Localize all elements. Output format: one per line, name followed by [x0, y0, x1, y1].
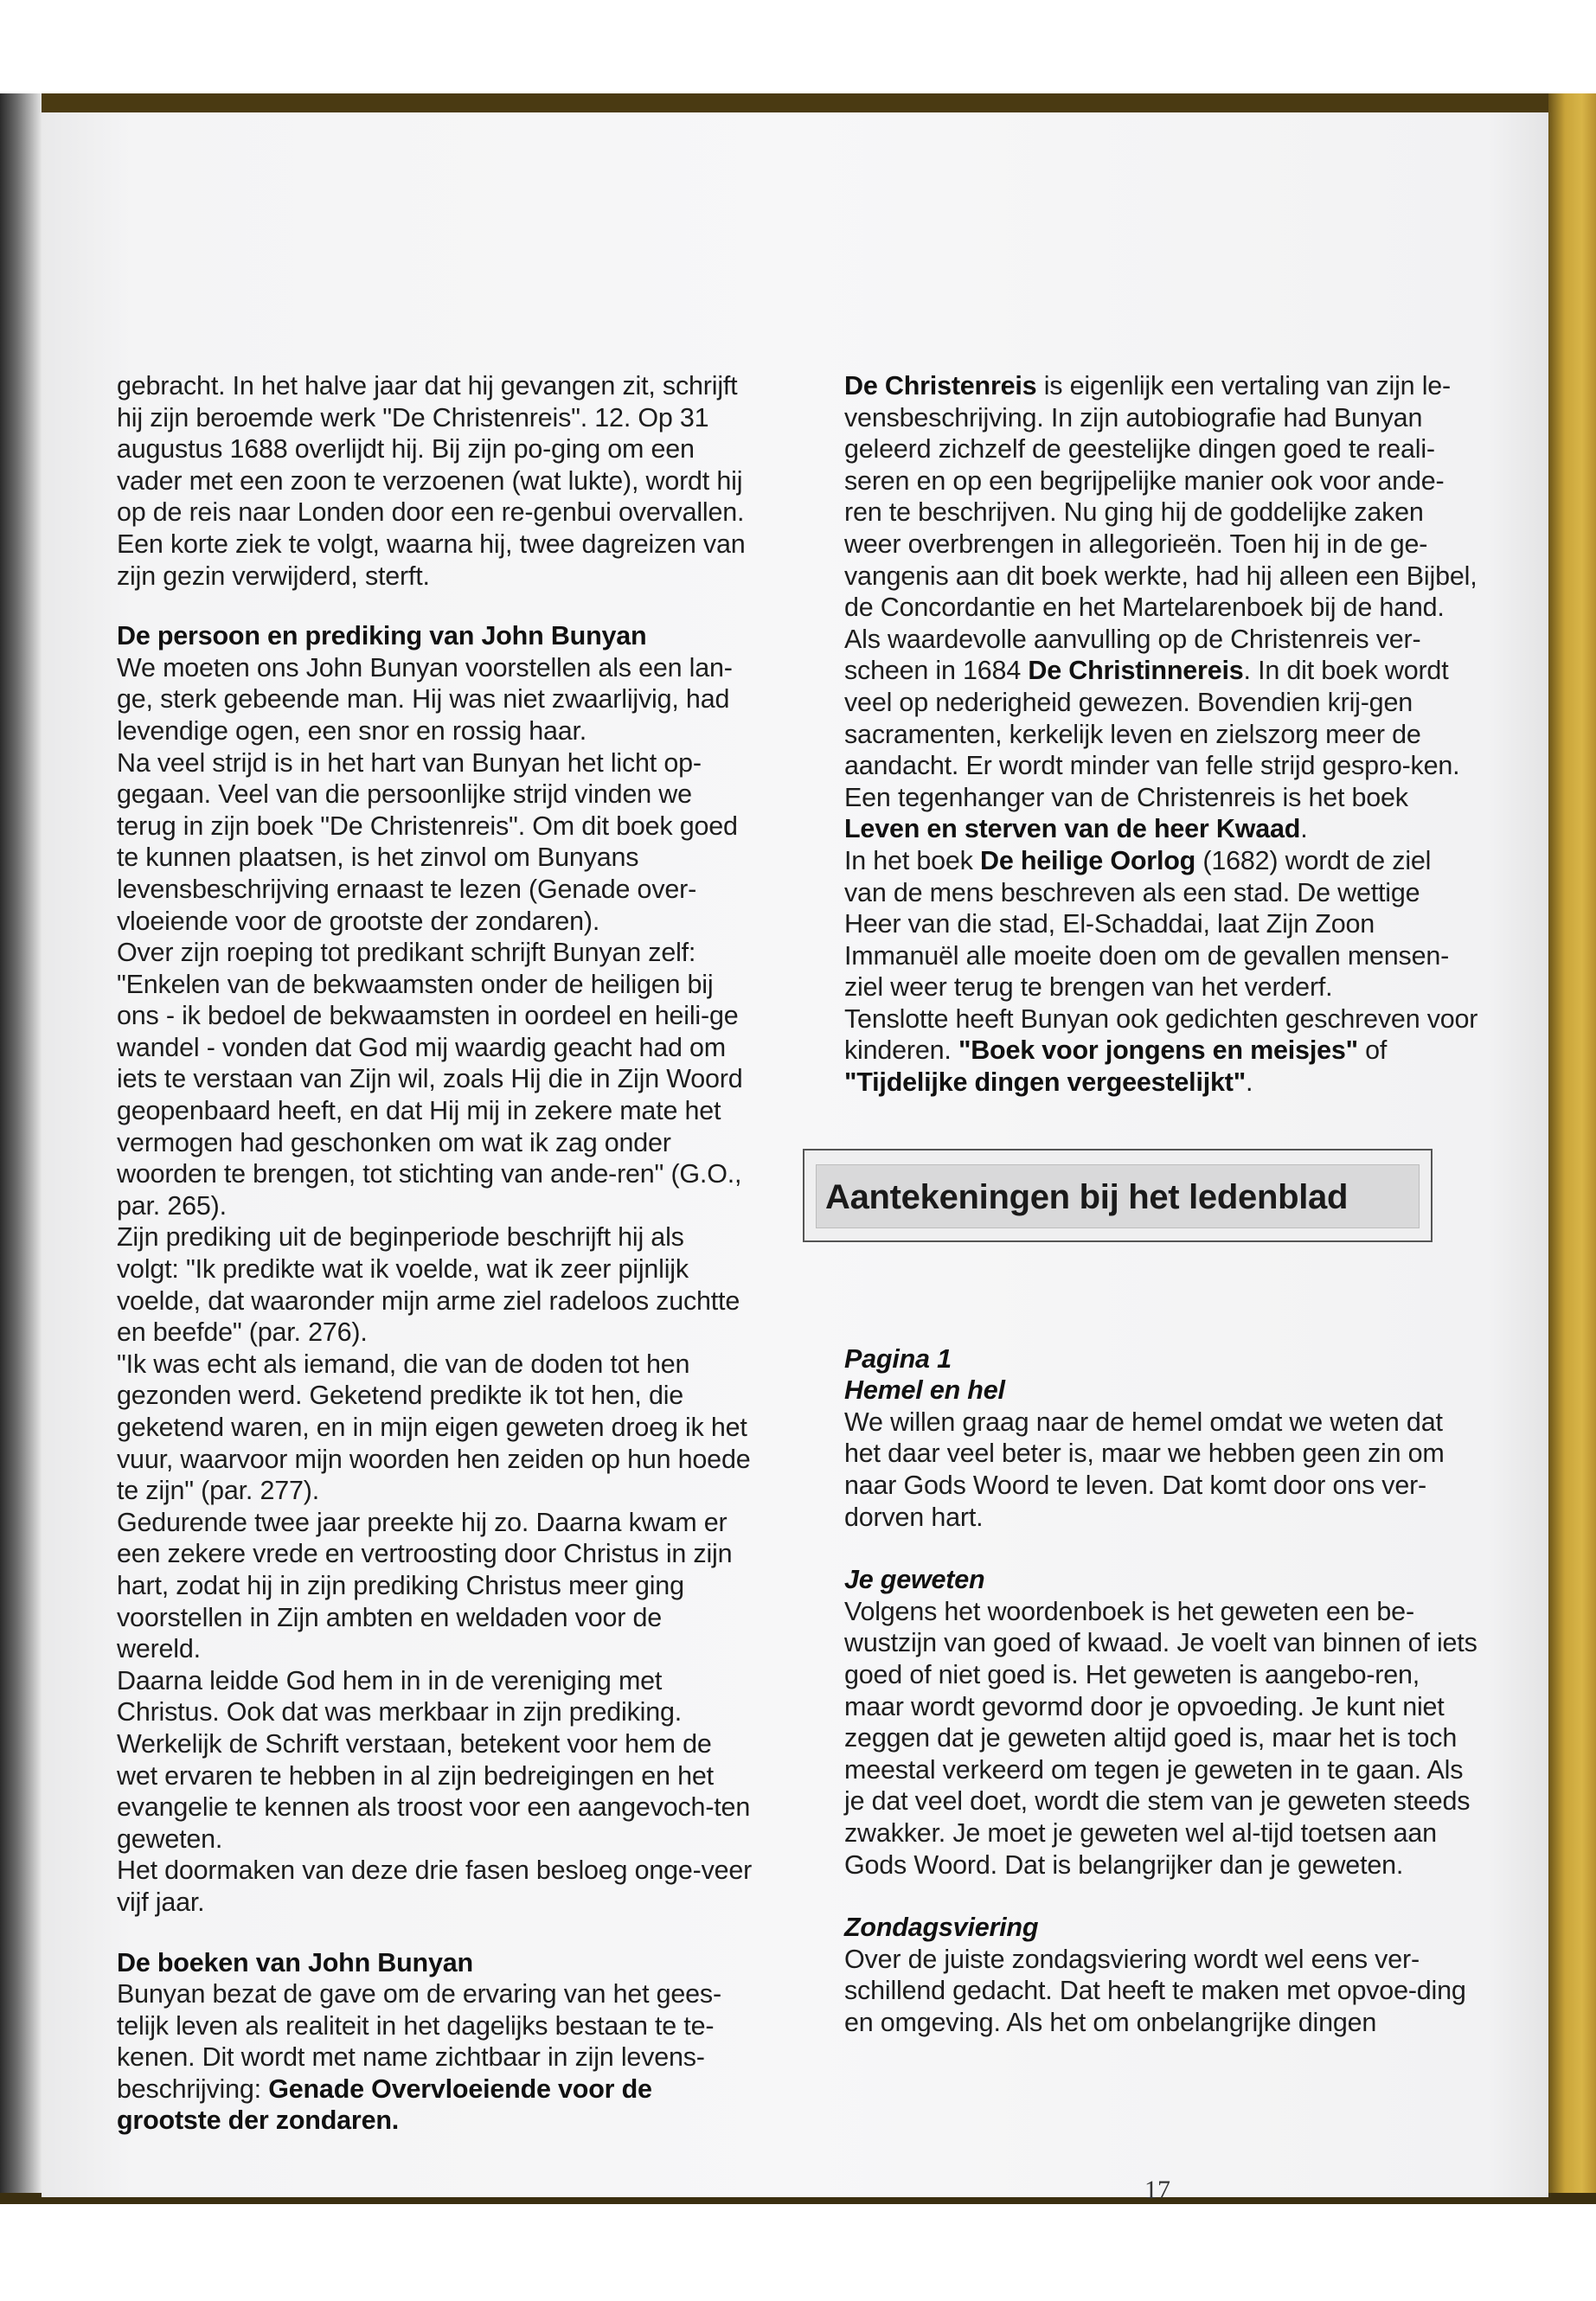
paragraph-text: Een tegenhanger van de Christenreis is het boek	[844, 782, 1408, 812]
paragraph-text: .	[1245, 1067, 1253, 1098]
paragraph: We willen graag naar de hemel omdat we weten dat het daar veel beter is, maar we hebben geen zin om naar Gods Woord te leven. Dat komt door ons ver-dorven hart.	[844, 1407, 1445, 1532]
section-heading-persoon: De persoon en prediking van John Bunyan	[117, 621, 647, 651]
paragraph-text: Als waardevolle aanvulling op de Christenreis ver-scheen in 1684	[844, 624, 1421, 686]
paragraph	[844, 624, 1480, 782]
paragraph: Het doormaken van deze drie fasen besloeg onge-veer vijf jaar.	[117, 1856, 753, 1917]
paragraph: Daarna leidde God hem in in de vereniging met Christus. Ook dat was merkbaar in zijn prediking. Werkelijk de Schrift verstaan, betekent voor hem de wet ervaren te hebben in al zijn bedreigingen en het evangelie te kennen als troost voor een aangevoch-ten geweten.	[117, 1665, 751, 1854]
paragraph: Over zijn roeping tot predikant schrijft Bunyan zelf: "Enkelen van de bekwaamsten onder de heiligen bij ons - ik bedoel de bekwaamsten in oordeel en heili-ge wandel - vonden dat God mij waardig geacht had om iets te verstaan van Zijn wil, zoals Hij die in Zijn Woord geopenbaard heeft, en dat Hij mij in zekere mate het vermogen had geschonken om wat ik zag onder woorden te brengen, tot stichting van ande-ren" (G.O., par. 265).	[117, 938, 743, 1221]
book-title-kwaad: Leven en sterven van de heer Kwaad	[844, 814, 1301, 844]
paragraph-text: .	[1300, 814, 1308, 844]
pagina-label: Pagina 1	[844, 1343, 952, 1374]
paragraph	[844, 782, 1480, 845]
paragraph	[844, 1003, 1480, 1099]
paragraph-text: In het boek	[844, 845, 980, 875]
book-spine-shadow	[0, 93, 42, 2204]
paragraph-text: is eigenlijk een vertaling van zijn le-vensbeschrijving. In zijn autobiografie had Bunyan geleerd zichzelf de geestelijke dingen goed te reali-seren en op een begrijpelijke manier ook voor ande-ren te beschrijven. Nu ging hij de goddelijke zaken weer overbrengen in allegorieën. Toen hij in de ge-vangenis aan dit boek werkte, had hij alleen een Bijbel, de Concordantie en het Martelarenboek bij de hand.	[844, 371, 1477, 623]
subheading-hemel-en-hel: Hemel en hel	[844, 1375, 1005, 1406]
subheading-je-geweten: Je geweten	[844, 1565, 985, 1595]
paragraph-text: of	[1357, 1035, 1388, 1066]
paragraph: Over de juiste zondagsviering wordt wel eens ver-schillend gedacht. Dat heeft te maken met opvoe-ding en omgeving. Als het om onbelangrijke dingen	[844, 1944, 1466, 2037]
book-title-christinnereis: De Christinnereis	[1028, 656, 1244, 686]
paragraph	[844, 845, 1480, 1003]
paragraph: "Ik was echt als iemand, die van de doden tot hen gezonden werd. Geketend predikte ik tot hen, die geketend waren, en in mijn eigen geweten droeg ik het vuur, waarvoor mijn woorden hen zeiden op hun hoede te zijn" (par. 277).	[117, 1349, 751, 1506]
section-heading-boeken: De boeken van John Bunyan	[117, 1947, 473, 1977]
book-title-christenreis: De Christenreis	[844, 371, 1037, 401]
book-title-tijdelijke-dingen: "Tijdelijke dingen vergeestelijkt"	[844, 1067, 1246, 1098]
scan-background-bottom	[0, 2204, 1596, 2301]
paragraph	[117, 1978, 753, 2137]
intro-paragraph: gebracht. In het halve jaar dat hij gevangen zit, schrijft hij zijn beroemde werk "De Christenreis". 12. Op 31 augustus 1688 overlijdt hij. Bij zijn po-ging om een vader met een zoon te verzoenen (wat lukte), wordt hij op de reis naar Londen door een re-genbui overvallen. Een korte ziek te volgt, waarna hij, twee dagreizen van zijn gezin verwijderd, sterft.	[117, 371, 746, 591]
paragraph: Volgens het woordenboek is het geweten een be-wustzijn van goed of kwaad. Je voelt van binnen of iets goed of niet goed is. Het geweten is aangebo-ren, maar wordt gevormd door je opvoeding. Je kunt niet zeggen dat je geweten altijd goed is, maar het is toch meestal verkeerd om tegen je geweten in te gaan. Als je dat veel doet, wordt die stem van je geweten steeds zwakker. Je moet je geweten wel al-tijd toetsen aan Gods Woord. Dat is belangrijker dan je geweten.	[844, 1596, 1477, 1880]
page-number: 17	[1144, 2176, 1170, 2204]
section-banner	[803, 1149, 1433, 1242]
book-title-genade: Genade Overvloeiende voor de grootste der zondaren.	[117, 2073, 652, 2136]
paragraph-text: Tenslotte heeft Bunyan ook gedichten geschreven voor kinderen.	[844, 1003, 1478, 1066]
book-title-jongens-meisjes: "Boek voor jongens en meisjes"	[958, 1035, 1358, 1066]
paragraph: We moeten ons John Bunyan voorstellen als een lan-ge, sterk gebeende man. Hij was niet zwaarlijvig, had levendige ogen, een snor en rossig haar.	[117, 652, 733, 746]
paragraph	[844, 370, 1480, 624]
book-cover-edge-right	[1548, 93, 1596, 2204]
book-title-oorlog: De heilige Oorlog	[980, 845, 1196, 875]
paragraph: Na veel strijd is in het hart van Bunyan het licht op-gegaan. Veel van die persoonlijke strijd vinden we terug in zijn boek "De Christenreis". Om dit boek goed te kunnen plaatsen, is het zinvol om Bunyans levensbeschrijving ernaast te lezen (Genade over-vloeiende voor de grootste der zondaren).	[117, 747, 738, 936]
scan-background-top	[0, 0, 1596, 93]
paragraph-text: Bunyan bezat de gave om de ervaring van het gees-telijk leven als realiteit in het dagelijks bestaan te te-kenen. Dit wordt met name zichtbaar in zijn levens-beschrijving:	[117, 1979, 721, 2104]
subheading-zondagsviering: Zondagsviering	[844, 1913, 1039, 1943]
paragraph-text: (1682) wordt de ziel van de mens beschreven als een stad. De wettige Heer van die stad, El-Schaddai, laat Zijn Zoon Immanuël alle moeite doen om de gevallen mensen-ziel weer terug te brengen van het verderf.	[844, 845, 1450, 1003]
paragraph-text: . In dit boek wordt veel op nederigheid gewezen. Bovendien krij-gen sacramenten, kerkelijk leven en zielszorg meer de aandacht. Er wordt minder van felle strijd gespro-ken.	[844, 656, 1460, 781]
left-column	[117, 370, 753, 2137]
paragraph: Zijn prediking uit de beginperiode beschrijft hij als volgt: "Ik predikte wat ik voelde, wat ik zeer pijnlijk voelde, dat waaronder mijn arme ziel radeloos zuchtte en beefde" (par. 276).	[117, 1222, 740, 1348]
banner-title: Aantekeningen bij het ledenblad	[816, 1164, 1420, 1228]
paragraph: Gedurende twee jaar preekte hij zo. Daarna kwam er een zekere vrede en vertroosting door Christus in zijn hart, zodat hij in zijn prediking Christus meer ging voorstellen in Zijn ambten en weldaden voor de wereld.	[117, 1507, 733, 1664]
